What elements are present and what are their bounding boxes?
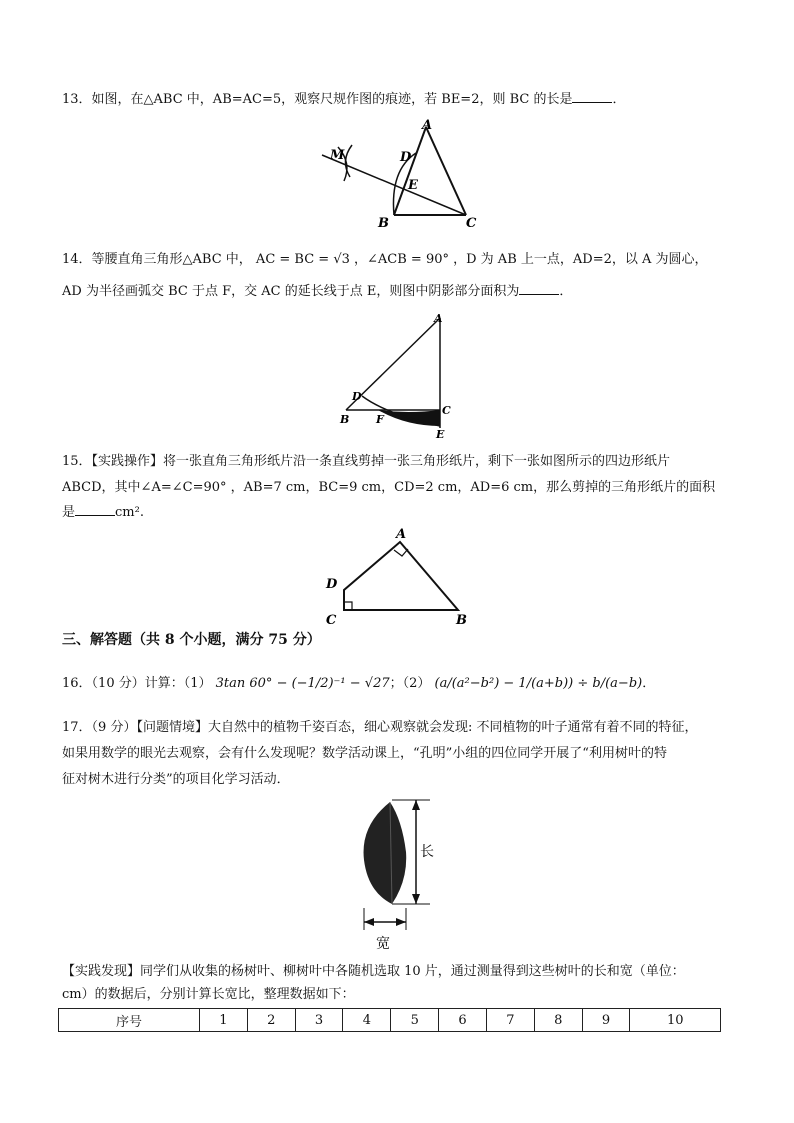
answer-blank — [572, 90, 612, 103]
q17-discovery2: cm）的数据后，分别计算长宽比，整理数据如下： — [62, 987, 355, 1002]
q14-statement: AD 为半径画弧交 BC 于点 F，交 AC 的延长线于点 E，则图中阴影部分面积为 — [62, 284, 520, 299]
table-cell: 10 — [630, 1009, 721, 1032]
label-d: D — [352, 390, 362, 403]
q16-prefix: 16．（10 分）计算：（1） — [62, 676, 212, 691]
table-cell: 2 — [247, 1009, 295, 1032]
q16-expr2: (a/(a²−b²) − 1/(a+b)) ÷ b/(a−b) — [434, 676, 643, 691]
table-cell: 4 — [343, 1009, 391, 1032]
data-table — [58, 1008, 721, 1032]
label-b: B — [378, 216, 389, 231]
q16-sep: ；（2） — [389, 676, 431, 691]
label-c: C — [326, 613, 337, 628]
q17-discovery1: 【实践发现】同学们从收集的杨树叶、柳树叶中各随机选取 10 片，通过测量得到这些树叶的长和宽（单位： — [62, 964, 685, 979]
arrow-head-right — [396, 918, 406, 926]
q14-line1: 14．等腰直角三角形△ABC 中， AC = BC = √3 ，∠ACB = 90° ，D 为 AB 上一点，AD=2，以 A 为圆心， — [62, 252, 708, 267]
answer-blank — [75, 503, 115, 516]
q17-line3: 征对树木进行分类”的项目化学习活动． — [62, 772, 290, 787]
q15-pre: 是 — [62, 505, 76, 520]
label-b: B — [456, 613, 467, 628]
label-m: M — [330, 148, 345, 163]
side-ab — [394, 127, 426, 215]
label-f: F — [376, 413, 384, 426]
table-cell: 3 — [295, 1009, 343, 1032]
label-d: D — [326, 577, 338, 592]
q15-line2: ABCD，其中∠A=∠C=90° ，AB=7 cm，BC=9 cm，CD=2 cm，AD=6 cm，那么剪掉的三角形纸片的面积 — [62, 480, 716, 495]
q16-expr1: 3tan 60° − (−1/2)⁻¹ − √27 — [215, 676, 390, 691]
q17-line1: 17．（9 分）【问题情境】大自然中的植物千姿百态，细心观察就会发现: 不同植物的叶子通常有着不同的特征， — [62, 720, 698, 735]
right-angle-c — [344, 602, 352, 610]
q14-line2 — [62, 282, 572, 302]
q15-figure — [318, 526, 478, 630]
q14-figure — [336, 310, 466, 442]
q17-line2: 如果用数学的眼光去观察，会有什么发现呢？数学活动课上，“孔明”小组的四位同学开展了“利用树叶的特 — [62, 746, 667, 761]
label-c: C — [466, 216, 477, 231]
q16-end: ． — [642, 676, 656, 691]
table-cell: 7 — [486, 1009, 534, 1032]
q16-line — [62, 674, 655, 694]
q15-unit: cm². — [115, 505, 144, 520]
label-a: A — [396, 527, 407, 542]
q13-text — [62, 90, 626, 110]
leaf-figure — [350, 796, 450, 956]
q13-end: ． — [612, 92, 626, 107]
table-cell: 9 — [582, 1009, 630, 1032]
section-heading: 三、解答题（共 8 个小题，满分 75 分） — [62, 632, 321, 648]
leaf-icon — [364, 802, 407, 904]
table-cell: 1 — [200, 1009, 248, 1032]
label-e: E — [408, 178, 418, 193]
table-cell: 6 — [439, 1009, 487, 1032]
q15-line3 — [62, 503, 144, 523]
length-label: 长 — [420, 844, 434, 860]
width-label: 宽 — [376, 936, 390, 952]
arrow-head-left — [364, 918, 374, 926]
table-cell: 5 — [391, 1009, 439, 1032]
label-b: B — [340, 413, 350, 426]
arrow-head-up — [412, 800, 420, 810]
quadrilateral-abcd — [344, 542, 458, 610]
q14-end: ． — [559, 284, 573, 299]
table-cell: 8 — [534, 1009, 582, 1032]
table-row — [59, 1009, 721, 1032]
q15-line1: 15．【实践操作】将一张直角三角形纸片沿一条直线剪掉一张三角形纸片，剩下一张如图所示的四边形纸片 — [62, 454, 671, 469]
label-d: D — [400, 150, 412, 165]
answer-blank — [519, 282, 559, 295]
arrow-head-down — [412, 894, 420, 904]
q13-statement: 13．如图，在△ABC 中，AB=AC=5，观察尺规作图的痕迹，若 BE=2，则 BC 的长是 — [62, 92, 573, 107]
side-ac — [426, 127, 466, 215]
label-e: E — [436, 428, 445, 441]
q13-figure — [316, 115, 486, 235]
label-a: A — [422, 118, 433, 133]
label-c: C — [442, 404, 451, 417]
table-header-label: 序号 — [59, 1009, 200, 1032]
label-a: A — [434, 312, 443, 325]
